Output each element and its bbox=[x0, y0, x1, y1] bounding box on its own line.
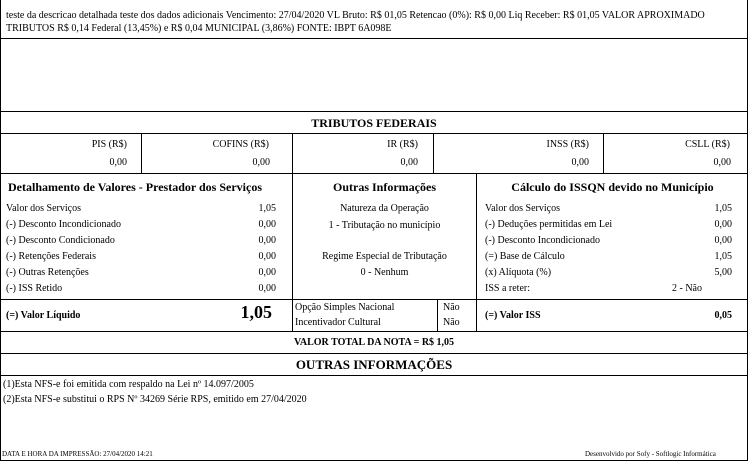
det-row-value: 0,00 bbox=[258, 267, 276, 278]
det-row-value: 0,00 bbox=[258, 251, 276, 262]
developer-credit: Desenvolvido por Sofy - Softlogic Informática bbox=[585, 450, 716, 458]
iss-row-value: 1,05 bbox=[714, 203, 732, 214]
info-line: (2)Esta NFS-e substitui o RPS Nº 34269 Série RPS, emitido em 27/04/2020 bbox=[3, 394, 307, 405]
federal-title: TRIBUTOS FEDERAIS bbox=[311, 116, 437, 130]
pis-label: PIS (R$) bbox=[91, 139, 127, 150]
pis-value: 0,00 bbox=[109, 157, 127, 168]
ir-value: 0,00 bbox=[400, 157, 418, 168]
outras-informacoes-title: OUTRAS INFORMAÇÕES bbox=[295, 357, 453, 372]
natureza-value: 1 - Tributação no município bbox=[328, 220, 441, 231]
divider bbox=[0, 38, 748, 39]
simples-value: Não bbox=[443, 302, 460, 313]
valor-iss-value: 0,05 bbox=[714, 310, 732, 321]
det-row-value: 0,00 bbox=[258, 283, 276, 294]
csll-value: 0,00 bbox=[713, 157, 731, 168]
divider bbox=[0, 299, 748, 300]
iss-row-label: Valor dos Serviços bbox=[485, 203, 560, 214]
iss-row-label: (x) Alíquota (%) bbox=[485, 267, 552, 278]
det-row-label: (-) ISS Retido bbox=[6, 283, 63, 294]
divider bbox=[0, 331, 748, 332]
iss-row-label: (-) Desconto Incondicionado bbox=[485, 235, 600, 246]
det-row-label: (-) Outras Retenções bbox=[6, 267, 89, 278]
natureza-label: Natureza da Operação bbox=[340, 203, 429, 214]
valor-total: VALOR TOTAL DA NOTA = R$ 1,05 bbox=[293, 337, 455, 348]
inss-label: INSS (R$) bbox=[546, 139, 589, 150]
det-row-value: 0,00 bbox=[258, 235, 276, 246]
divider bbox=[0, 173, 748, 174]
iss-row-value: 0,00 bbox=[714, 219, 732, 230]
valor-iss-label: (=) Valor ISS bbox=[485, 310, 541, 321]
iss-reter-label: ISS a reter: bbox=[485, 283, 530, 294]
iss-row-value: 1,05 bbox=[714, 251, 732, 262]
det-row-label: (-) Retenções Federais bbox=[6, 251, 96, 262]
divider bbox=[0, 375, 748, 376]
description-text: teste da descricao detalhada teste dos dados adicionais Vencimento: 27/04/2020 VL Bruto: R$ 01,05 Retencao (0%): R$ 0,00 Liq Receber: R$ 01,05 VALOR APROXIMADO TRIBUTOS R$ 0,14 Federal (13,45%) e R$ 0,04 MUNICIPAL (3,86%) FONTE: IBPT 6A098E bbox=[6, 10, 705, 34]
regime-value: 0 - Nenhum bbox=[360, 267, 409, 278]
inss-value: 0,00 bbox=[571, 157, 589, 168]
det-row-value: 1,05 bbox=[258, 203, 276, 214]
simples-label: Opção Simples Nacional bbox=[295, 302, 395, 313]
iss-row-label: (=) Base de Cálculo bbox=[485, 251, 565, 262]
iss-row-value: 5,00 bbox=[714, 267, 732, 278]
outras-title: Outras Informações bbox=[333, 180, 436, 194]
iss-row-value: 0,00 bbox=[714, 235, 732, 246]
divider bbox=[0, 111, 748, 112]
iss-row-label: (-) Deduções permitidas em Lei bbox=[485, 219, 613, 230]
info-line: (1)Esta NFS-e foi emitida com respaldo na Lei nº 14.097/2005 bbox=[3, 379, 254, 390]
csll-label: CSLL (R$) bbox=[685, 139, 730, 150]
det-row-label: Valor dos Serviços bbox=[6, 203, 81, 214]
divider bbox=[437, 299, 438, 331]
detalhamento-title: Detalhamento de Valores - Prestador dos Serviços bbox=[8, 180, 262, 194]
cofins-label: COFINS (R$) bbox=[212, 139, 269, 150]
incentivador-label: Incentivador Cultural bbox=[295, 317, 381, 328]
divider bbox=[0, 133, 748, 134]
valor-liquido-label: (=) Valor Líquido bbox=[6, 310, 81, 321]
divider bbox=[476, 173, 477, 331]
det-row-label: (-) Desconto Condicionado bbox=[6, 235, 115, 246]
ir-label: IR (R$) bbox=[387, 139, 418, 150]
incentivador-value: Não bbox=[443, 317, 460, 328]
det-row-value: 0,00 bbox=[258, 219, 276, 230]
det-row-label: (-) Desconto Incondicionado bbox=[6, 219, 121, 230]
print-date: DATA E HORA DA IMPRESSÃO: 27/04/2020 14:21 bbox=[2, 450, 153, 458]
valor-liquido-value: 1,05 bbox=[240, 302, 272, 322]
cofins-value: 0,00 bbox=[252, 157, 270, 168]
divider bbox=[0, 353, 748, 354]
issqn-title: Cálculo do ISSQN devido no Município bbox=[511, 180, 714, 194]
regime-label: Regime Especial de Tributação bbox=[322, 251, 447, 262]
iss-reter-value: 2 - Não bbox=[672, 283, 702, 294]
